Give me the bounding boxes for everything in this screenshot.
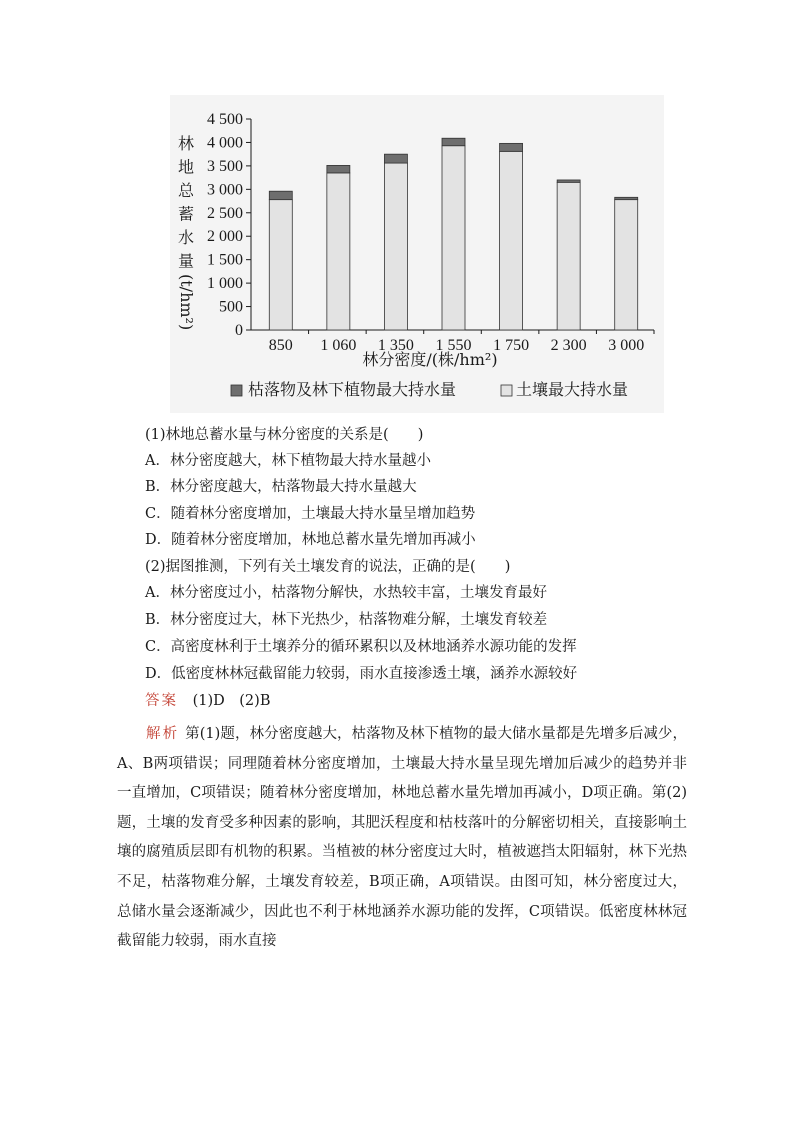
y-axis-title-char: 水 (177, 228, 195, 247)
x-tick-label: 850 (268, 337, 293, 354)
question-1-option-a: A．林分密度越大，林下植物最大持水量越小 (145, 453, 431, 469)
y-axis-title-char: 林 (177, 134, 195, 153)
bar-litter (615, 197, 638, 199)
bar-soil (442, 146, 465, 330)
x-tick-label: 2 300 (550, 337, 587, 354)
x-tick-label: 3 000 (608, 337, 645, 354)
legend-swatch-soil (501, 385, 512, 396)
question-1-option-b: B．林分密度越大，枯落物最大持水量越大 (145, 479, 417, 495)
y-tick-label: 4 500 (207, 111, 243, 128)
y-tick-label: 3 000 (207, 181, 243, 199)
answer-text: (1)D (2)B (192, 693, 271, 709)
analysis-label: 解析 (146, 726, 180, 742)
question-2-option-a: A．林分密度过小，枯落物分解快，水热较丰富，土壤发育最好 (145, 585, 547, 601)
y-tick-label: 4 000 (207, 134, 243, 152)
bar-soil (615, 200, 638, 330)
y-tick-label: 1 000 (207, 275, 243, 293)
y-axis-title (177, 134, 196, 330)
y-tick-label: 0 (235, 322, 243, 339)
legend-swatch-litter (231, 385, 242, 396)
answer-line (145, 691, 270, 711)
water-storage-chart (170, 95, 664, 413)
y-tick-label: 2 500 (207, 204, 243, 222)
bar-litter (384, 154, 407, 163)
bar-soil (269, 200, 292, 330)
analysis-paragraph (117, 720, 687, 957)
x-tick-label: 1 060 (320, 337, 357, 354)
question-1-option-d: D．随着林分密度增加，林地总蓄水量先增加再减小 (145, 532, 476, 548)
y-axis-title-char: 总 (177, 181, 195, 200)
bar-soil (327, 173, 350, 330)
legend-label-litter: 枯落物及林下植物最大持水量 (248, 380, 457, 399)
bar-litter (327, 165, 350, 173)
bar-soil (557, 182, 580, 330)
x-tick-label: 1 350 (377, 337, 414, 354)
y-tick-label: 500 (219, 298, 243, 316)
bar-litter (557, 180, 580, 182)
y-axis-title-char: 蓄 (177, 204, 195, 224)
question-2-stem: (2)据图推测，下列有关土壤发育的说法，正确的是( ) (145, 559, 511, 575)
question-2-option-d: D．低密度林林冠截留能力较弱，雨水直接渗透土壤，涵养水源较好 (145, 666, 578, 682)
bar-soil (384, 163, 407, 330)
bar-litter (500, 143, 523, 151)
y-axis-title-char: 地 (177, 157, 195, 177)
question-1-stem: (1)林地总蓄水量与林分密度的关系是( ) (145, 427, 424, 443)
bar-soil (500, 151, 523, 330)
analysis-text: 第(1)题，林分密度越大，枯落物及林下植物的最大储水量都是先增多后减少，A、B两项错误；同理随着林分密度增加，土壤最大持水量呈现先增加后减少的趋势并非一直增加，C项错误；随着林分密度增加，林地总蓄水量先增加再减小，D项正确。第(2)题，土壤的发育受多种因素的影响，其肥沃程度和枯枝落叶的分解密切相关，直接影响土壤的腐殖质层即有机物的积累。当植被的林分密度过大时，植被遮挡太阳辐射，林下光热不足，枯落物难分解，土壤发育较差，B项正确，A项错误。由图可知，林分密度过大，总储水量会逐渐减少，因此也不利于林地涵养水源功能的发挥，C项错误。低密度林林冠截留能力较弱，雨水直接 (117, 726, 687, 950)
answer-label: 答案 (145, 693, 178, 709)
y-tick-label: 3 500 (207, 157, 243, 175)
question-1-option-c: C．随着林分密度增加，土壤最大持水量呈增加趋势 (145, 506, 476, 522)
x-tick-label: 1 750 (493, 337, 530, 354)
y-tick-label: 2 000 (207, 228, 243, 246)
chart-canvas (170, 95, 664, 413)
bar-litter (442, 138, 465, 146)
y-axis-title-unit: (t/hm²) (177, 274, 196, 331)
y-tick-label: 1 500 (207, 251, 243, 269)
bar-litter (269, 191, 292, 199)
y-axis-title-char: 量 (177, 251, 195, 271)
question-2-option-c: C．高密度林利于土壤养分的循环累积以及林地涵养水源功能的发挥 (145, 639, 577, 655)
legend (231, 380, 628, 399)
legend-label-soil: 土壤最大持水量 (516, 380, 629, 399)
x-tick-label: 1 550 (435, 337, 472, 354)
question-2-option-b: B．林分密度过大，林下光热少，枯落物难分解，土壤发育较差 (145, 612, 548, 628)
x-axis-label: 林分密度/(株/hm²) (362, 350, 498, 369)
